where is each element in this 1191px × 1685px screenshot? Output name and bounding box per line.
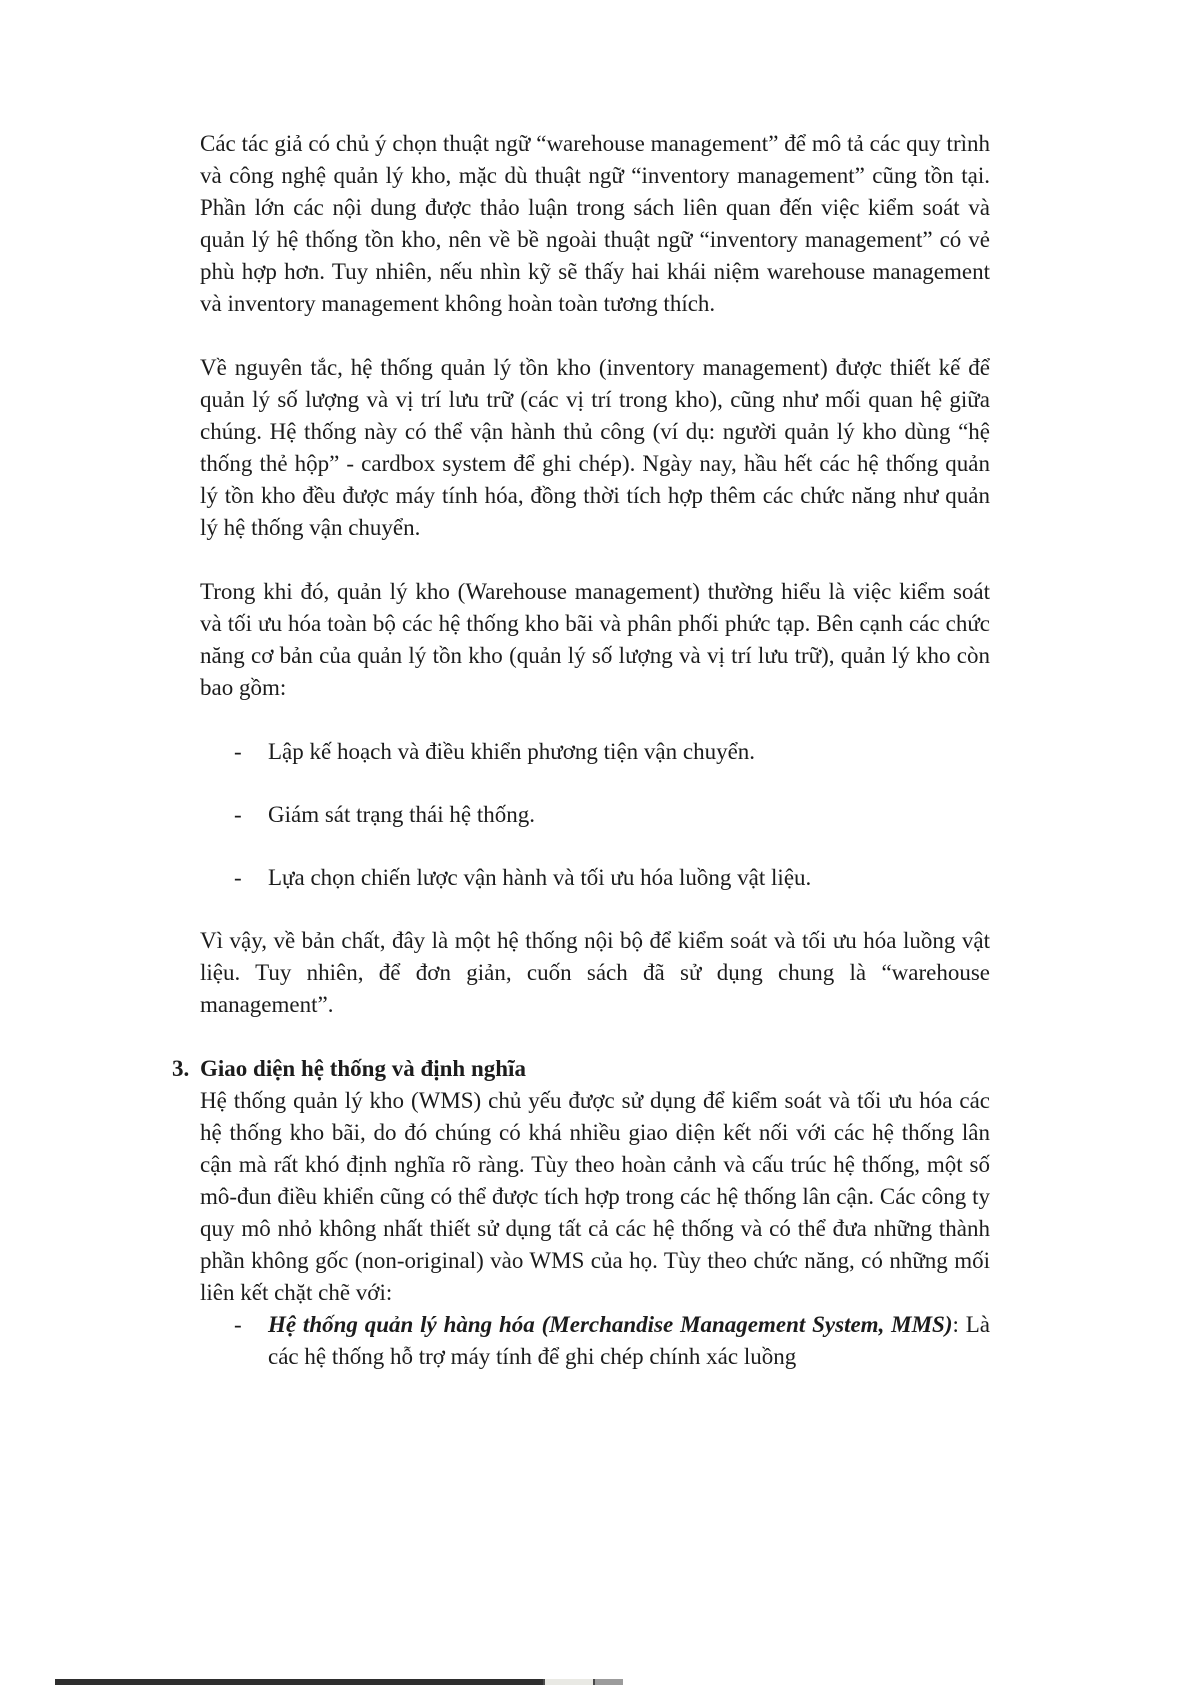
section-number: 3. (172, 1056, 190, 1081)
paragraph-inventory-management: Về nguyên tắc, hệ thống quản lý tồn kho (inventory management) được thiết kế để quản lý số lượng và vị trí lưu trữ (các vị trí trong kho), cũng như mối quan hệ giữa chúng. Hệ thống này có thể vận hành thủ công (ví dụ: người quản lý kho dùng “hệ thống thẻ hộp” - cardbox system để ghi chép). Ngày nay, hầu hết các hệ thống quản lý tồn kho đều được máy tính hóa, đồng thời tích hợp thêm các chức năng như quản lý hệ thống vận chuyển. (200, 355, 990, 540)
paragraph-wms-interfaces: Hệ thống quản lý kho (WMS) chủ yếu được sử dụng để kiểm soát và tối ưu hóa các hệ thống kho bãi, do đó chúng có khá nhiều giao diện kết nối với các hệ thống lân cận mà rất khó định nghĩa rõ ràng. Tùy theo hoàn cảnh và cấu trúc hệ thống, một số mô-đun điều khiển cũng có thể được tích hợp trong các hệ thống lân cận. Các công ty quy mô nhỏ không nhất thiết sử dụng tất cả các hệ thống và có thể đưa những thành phần không gốc (non-original) vào WMS của họ. Tùy theo chức năng, có những mối liên kết chặt chẽ với: (200, 1088, 990, 1305)
list-item (200, 736, 990, 768)
paragraph-terminology: Các tác giả có chủ ý chọn thuật ngữ “warehouse management” để mô tả các quy trình và công nghệ quản lý kho, mặc dù thuật ngữ “inventory management” cũng tồn tại. Phần lớn các nội dung được thảo luận trong sách liên quan đến việc kiểm soát và quản lý hệ thống tồn kho, nên về bề ngoài thuật ngữ “inventory management” có vẻ phù hợp hơn. Tuy nhiên, nếu nhìn kỹ sẽ thấy hai khái niệm warehouse management và inventory management không hoàn toàn tương thích. (200, 131, 990, 316)
next-page-edge-dark-segment (55, 1679, 543, 1685)
list-item (200, 1309, 990, 1373)
section-heading (172, 1053, 990, 1085)
dash-marker: - (234, 1312, 242, 1337)
dash-marker: - (234, 802, 242, 827)
list-item-text: Lựa chọn chiến lược vận hành và tối ưu hóa luồng vật liệu. (268, 865, 812, 890)
next-page-edge-light-segment (543, 1679, 595, 1685)
dash-marker: - (234, 865, 242, 890)
list-item-text: Lập kế hoạch và điều khiển phương tiện vận chuyển. (268, 739, 756, 764)
bullet-list-functions (200, 736, 990, 894)
list-item-text: Giám sát trạng thái hệ thống. (268, 802, 535, 827)
list-item (200, 862, 990, 894)
bullet-list-systems (200, 1309, 990, 1373)
section-title: Giao diện hệ thống và định nghĩa (200, 1056, 526, 1081)
paragraph-warehouse-management: Trong khi đó, quản lý kho (Warehouse management) thường hiểu là việc kiểm soát và tối ưu hóa toàn bộ các hệ thống kho bãi và phân phối phức tạp. Bên cạnh các chức năng cơ bản của quản lý tồn kho (quản lý số lượng và vị trí lưu trữ), quản lý kho còn bao gồm: (200, 579, 990, 700)
mms-term: Hệ thống quản lý hàng hóa (Merchandise Management System, MMS) (268, 1312, 953, 1337)
page-content (172, 128, 990, 1373)
mms-description: : Là các hệ thống hỗ trợ máy tính để ghi chép chính xác luồng (268, 1312, 990, 1369)
dash-marker: - (234, 739, 242, 764)
list-item (200, 799, 990, 831)
next-page-edge-gray-segment (595, 1679, 623, 1685)
next-page-edge (55, 1679, 623, 1685)
paragraph-conclusion: Vì vậy, về bản chất, đây là một hệ thống nội bộ để kiểm soát và tối ưu hóa luồng vật liệu. Tuy nhiên, để đơn giản, cuốn sách đã sử dụng chung là “warehouse management”. (200, 928, 990, 1017)
